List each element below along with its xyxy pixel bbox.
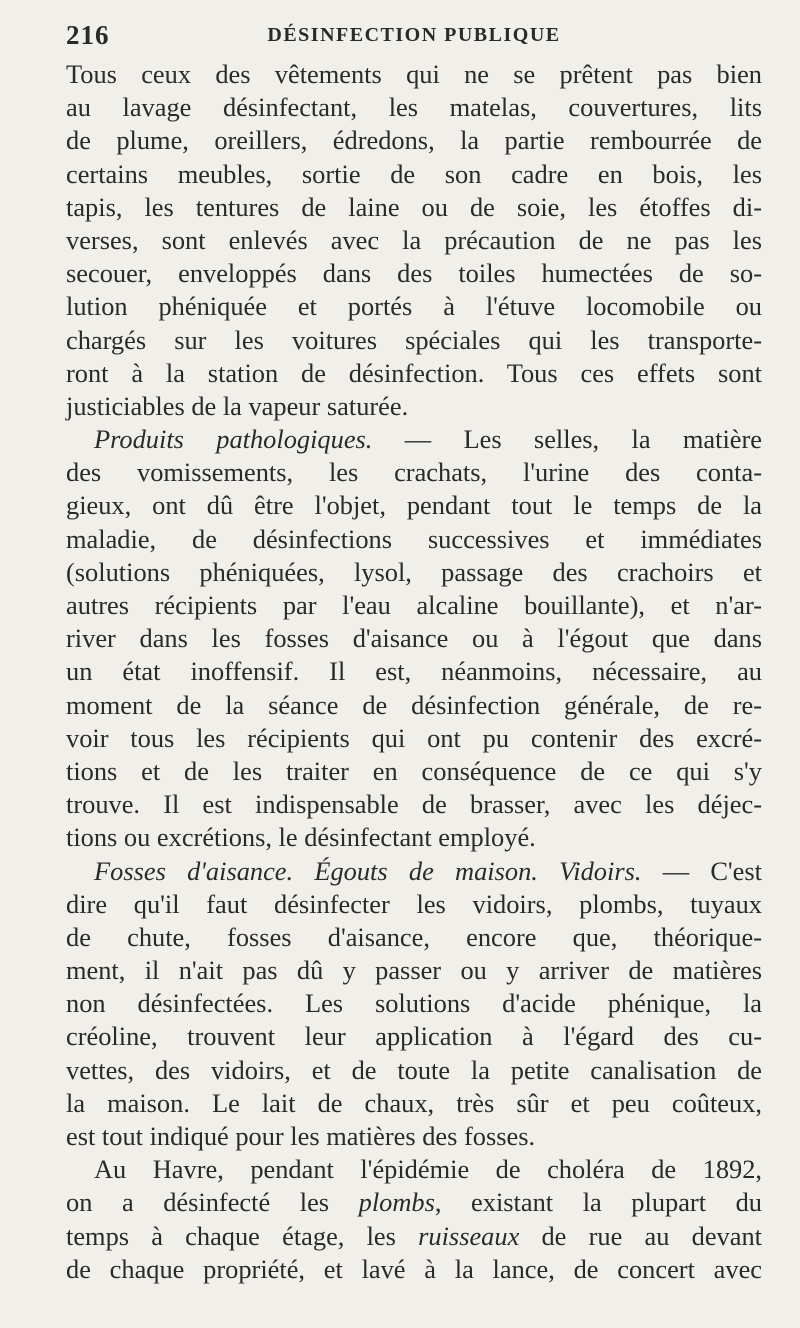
text-line — [66, 257, 762, 290]
italic-text: Fosses d'aisance. Égouts de maison. Vidoirs. — [94, 855, 642, 886]
text-line — [66, 357, 762, 390]
text-segment: certains meubles, sortie de son cadre en bois, les — [66, 158, 762, 189]
text-segment: temps à chaque étage, les — [66, 1220, 419, 1251]
text-line — [66, 456, 762, 489]
text-segment: lution phéniquée et portés à l'étuve locomobile ou — [66, 291, 762, 322]
text-line — [66, 290, 762, 323]
text-segment: tapis, les tentures de laine ou de soie, les étoffes di- — [66, 191, 762, 222]
text-segment: chargés sur les voitures spéciales qui les transporte- — [66, 324, 762, 355]
text-line — [66, 987, 762, 1020]
text-line — [66, 888, 762, 921]
text-segment: maladie, de désinfections successives et immédiates — [66, 523, 762, 554]
text-line — [66, 1087, 762, 1120]
text-segment: justiciables de la vapeur saturée. — [66, 390, 409, 421]
text-segment: on a désinfecté les — [66, 1187, 359, 1218]
text-segment: — C'est — [641, 855, 762, 886]
text-segment: secouer, enveloppés dans des toiles humectées de so- — [66, 258, 762, 289]
text-line — [66, 523, 762, 556]
text-segment: ment, il n'ait pas dû y passer ou y arriver de matières — [66, 955, 762, 986]
text-segment: de plume, oreillers, édredons, la partie rembourrée de — [66, 125, 762, 156]
text-line — [66, 954, 762, 987]
page-header — [66, 14, 762, 58]
text-segment: voir tous les récipients qui ont pu contenir des excré- — [66, 722, 762, 753]
text-segment: moment de la séance de désinfection générale, de re- — [66, 689, 762, 720]
text-line — [66, 589, 762, 622]
text-segment: de chute, fosses d'aisance, encore que, théorique- — [66, 921, 762, 952]
text-segment: créoline, trouvent leur application à l'égard des cu- — [66, 1021, 762, 1052]
text-segment: de rue au devant — [519, 1220, 762, 1251]
text-line — [66, 1153, 762, 1186]
page-number: 216 — [66, 20, 110, 50]
text-line — [66, 158, 762, 191]
text-segment: , existant la plupart du — [434, 1187, 763, 1218]
text-segment: dire qu'il faut désinfecter les vidoirs, plombs, tuyaux — [66, 888, 762, 919]
text-segment: ront à la station de désinfection. Tous ces effets sont — [66, 357, 762, 388]
text-line — [66, 755, 762, 788]
text-segment: de chaque propriété, et lavé à la lance, de concert avec — [66, 1253, 762, 1284]
text-segment: des vomissements, les crachats, l'urine des conta- — [66, 457, 762, 488]
text-segment: — Les selles, la matière — [372, 424, 762, 455]
text-line — [66, 1120, 762, 1153]
text-segment: Tous ceux des vêtements qui ne se prêtent pas bien — [66, 59, 762, 89]
running-title: DÉSINFECTION PUBLIQUE — [267, 24, 561, 46]
text-segment: un état inoffensif. Il est, néanmoins, nécessaire, au — [66, 656, 762, 687]
text-segment: la maison. Le lait de chaux, très sûr et peu coûteux, — [66, 1087, 762, 1118]
text-line — [66, 655, 762, 688]
text-line — [66, 1186, 762, 1219]
text-segment: verses, sont enlevés avec la précaution de ne pas les — [66, 224, 762, 255]
text-line — [66, 1020, 762, 1053]
text-segment: trouve. Il est indispensable de brasser, avec les déjec- — [66, 789, 762, 820]
text-segment: river dans les fosses d'aisance ou à l'égout que dans — [66, 623, 762, 654]
text-segment: Au Havre, pendant l'épidémie de choléra de 1892, — [94, 1154, 762, 1185]
text-segment: tions ou excrétions, le désinfectant employé. — [66, 822, 536, 853]
text-segment: tions et de les traiter en conséquence de ce qui s'y — [66, 755, 762, 786]
text-line — [66, 689, 762, 722]
text-line — [66, 1253, 762, 1286]
text-line — [66, 390, 762, 423]
text-line — [66, 124, 762, 157]
italic-text: Produits pathologiques. — [94, 424, 373, 455]
text-line — [66, 622, 762, 655]
text-line — [66, 722, 762, 755]
text-segment: gieux, ont dû être l'objet, pendant tout le temps de la — [66, 490, 762, 521]
text-line — [66, 224, 762, 257]
text-segment: est tout indiqué pour les matières des fosses. — [66, 1121, 536, 1151]
text-line — [66, 1220, 762, 1253]
text-line — [66, 556, 762, 589]
text-line — [66, 423, 762, 456]
italic-text: ruisseaux — [418, 1220, 520, 1251]
text-segment: au lavage désinfectant, les matelas, couvertures, lits — [66, 92, 762, 123]
text-line — [66, 191, 762, 224]
text-line — [66, 91, 762, 124]
text-segment: non désinfectées. Les solutions d'acide phénique, la — [66, 988, 762, 1019]
italic-text: plombs — [358, 1187, 435, 1218]
text-line — [66, 1054, 762, 1087]
body-text — [66, 58, 762, 1286]
text-line — [66, 324, 762, 357]
text-line — [66, 855, 762, 888]
text-line — [66, 58, 762, 91]
text-segment: (solutions phéniquées, lysol, passage des crachoirs et — [66, 556, 762, 587]
text-line — [66, 489, 762, 522]
text-segment: autres récipients par l'eau alcaline bouillante), et n'ar- — [66, 590, 762, 620]
text-line — [66, 821, 762, 854]
text-line — [66, 788, 762, 821]
text-line — [66, 921, 762, 954]
text-segment: vettes, des vidoirs, et de toute la petite canalisation de — [66, 1054, 762, 1085]
